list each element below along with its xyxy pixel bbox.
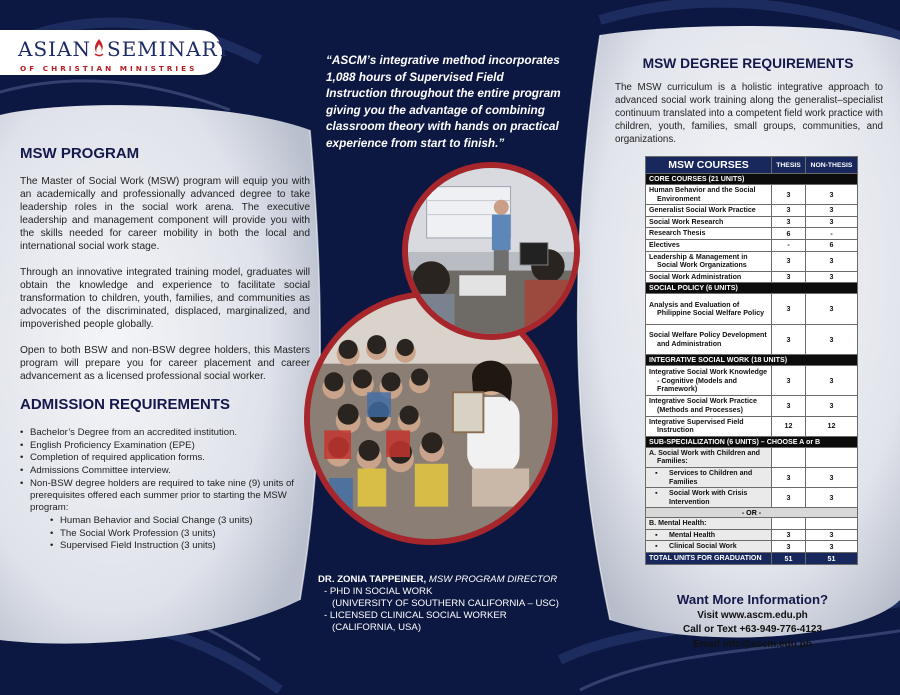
table-row	[646, 271, 858, 283]
msw-program-paragraph-3: Open to both BSW and non-BSW degree holders, this Masters program will prepare you for career placement and career advancement as a licensed professional social worker.	[20, 345, 310, 382]
website-line[interactable]: Visit www.ascm.edu.ph	[697, 610, 808, 621]
phone-line[interactable]: Call or Text +63-949-776-4123	[682, 624, 823, 636]
non-thesis-units: 6	[806, 239, 858, 251]
table-row	[646, 541, 858, 553]
more-info	[640, 592, 865, 652]
table-row-option-a	[646, 447, 858, 467]
thesis-units: 3	[772, 251, 806, 271]
course-name: Integrative Social Work Practice (Methods and Processes)	[646, 396, 772, 416]
director-credential: - PHD IN SOCIAL WORK	[324, 586, 433, 597]
admission-item: • Admissions Committee interview.	[20, 465, 310, 477]
table-row	[646, 228, 858, 240]
brand-logo	[0, 30, 232, 75]
admission-list	[20, 427, 310, 553]
brand-name	[18, 37, 231, 61]
table-row-option-b	[646, 518, 858, 530]
flame-icon	[92, 38, 106, 58]
course-name: Research Thesis	[646, 228, 772, 240]
total-thesis: 51	[772, 553, 806, 565]
email-line[interactable]: Email info@ascm.edu.ph	[693, 638, 812, 650]
non-thesis-units: 3	[806, 467, 858, 487]
or-separator: - OR -	[646, 508, 858, 518]
section-title: SOCIAL POLICY (6 UNITS)	[646, 283, 858, 294]
non-thesis-units: 3	[806, 366, 858, 396]
thesis-units: 3	[772, 467, 806, 487]
brand-subtitle: OF CHRISTIAN MINISTRIES	[20, 64, 198, 73]
course-name: Social Work Research	[646, 216, 772, 228]
non-thesis-units: -	[806, 228, 858, 240]
msw-program-title: MSW PROGRAM	[20, 145, 140, 162]
admission-item-prereq-text: Non-BSW degree holders are required to take nine (9) units of prerequisites offered each summer prior to starting the MSW program:	[30, 477, 294, 514]
msw-program-paragraph-1: The Master of Social Work (MSW) program will equip you with an academically and professionally advanced degree to take leadership roles in the social work arena. The executive leadership and management component will provide you with the skills needed for career mobility in both the local and international social work stage.	[20, 176, 310, 252]
director-name-line	[318, 574, 568, 586]
table-header-row	[646, 157, 858, 174]
table-row	[646, 185, 858, 205]
table-row	[646, 216, 858, 228]
option-a-label: A. Social Work with Children and Families:	[646, 447, 772, 467]
empty-cell	[772, 518, 806, 530]
table-row	[646, 205, 858, 217]
prerequisite-list	[50, 515, 310, 553]
table-row-or	[646, 508, 858, 518]
non-thesis-units: 3	[806, 294, 858, 325]
director-info	[318, 574, 568, 634]
classroom-photo	[402, 162, 580, 340]
course-name: Electives	[646, 239, 772, 251]
non-thesis-units: 3	[806, 271, 858, 283]
left-panel	[20, 145, 310, 553]
table-section-row	[646, 174, 858, 185]
prerequisite-item: • Supervised Field Instruction (3 units)	[50, 540, 310, 553]
admission-item: • Bachelor’s Degree from an accredited institution.	[20, 427, 310, 439]
prerequisite-item: • The Social Work Profession (3 units)	[50, 528, 310, 541]
option-a-course: ▪ Services to Children and Families	[649, 469, 768, 486]
thesis-units: 3	[772, 325, 806, 355]
empty-cell	[806, 447, 858, 467]
non-thesis-units: 3	[806, 541, 858, 553]
msw-program-paragraph-2: Through an innovative integrated training model, graduates will obtain the knowledge and experience to facilitate social transformation to children, youth, families, and communities as advocates of the discriminated, displaced, marginalized, and impoverished people globally.	[20, 267, 310, 330]
empty-cell	[772, 447, 806, 467]
more-info-title: Want More Information?	[676, 592, 829, 607]
table-row	[646, 325, 858, 355]
brand-name-part1: ASIAN	[18, 37, 91, 61]
non-thesis-units: 3	[806, 216, 858, 228]
course-name: Human Behavior and the Social Environment	[646, 185, 772, 205]
director-role: MSW PROGRAM DIRECTOR	[428, 574, 558, 585]
course-name: Social Welfare Policy Development and Administration	[646, 325, 772, 355]
table-total-row	[646, 553, 858, 565]
section-title: INTEGRATIVE SOCIAL WORK (18 UNITS)	[646, 355, 858, 366]
non-thesis-units: 3	[806, 325, 858, 355]
thesis-units: 3	[772, 185, 806, 205]
non-thesis-units: 3	[806, 396, 858, 416]
non-thesis-units: 3	[806, 185, 858, 205]
non-thesis-units: 3	[806, 251, 858, 271]
prerequisite-item: • Human Behavior and Social Change (3 units)	[50, 515, 310, 528]
thesis-units: 3	[772, 216, 806, 228]
thesis-units: 3	[772, 205, 806, 217]
director-credential-detail: (CALIFORNIA, USA)	[332, 622, 422, 633]
section-title: CORE COURSES (21 UNITS)	[646, 174, 858, 185]
non-thesis-units: 12	[806, 416, 858, 436]
thesis-units: -	[772, 239, 806, 251]
thesis-units: 3	[772, 488, 806, 508]
msw-courses-table	[645, 156, 858, 565]
course-name: Integrative Social Work Knowledge - Cognitive (Models and Framework)	[646, 366, 772, 396]
table-header-courses: MSW COURSES	[646, 157, 772, 174]
non-thesis-units: 3	[806, 205, 858, 217]
director-credential-detail: (UNIVERSITY OF SOUTHERN CALIFORNIA – USC)	[332, 598, 559, 609]
option-b-label: B. Mental Health:	[646, 518, 772, 530]
total-label: TOTAL UNITS FOR GRADUATION	[646, 553, 772, 565]
table-row	[646, 529, 858, 541]
course-name: Generalist Social Work Practice	[646, 205, 772, 217]
admission-item-prereq	[20, 478, 310, 553]
option-b-course: ▪ Clinical Social Work	[649, 542, 768, 551]
non-thesis-units: 3	[806, 488, 858, 508]
admission-item: • English Proficiency Examination (EPE)	[20, 440, 310, 452]
total-non-thesis: 51	[806, 553, 858, 565]
thesis-units: 3	[772, 271, 806, 283]
table-section-row	[646, 283, 858, 294]
admission-item: • Completion of required application forms.	[20, 452, 310, 464]
table-section-row	[646, 436, 858, 447]
course-name: Social Work Administration	[646, 271, 772, 283]
table-row	[646, 416, 858, 436]
empty-cell	[806, 518, 858, 530]
table-header-thesis: THESIS	[772, 157, 806, 174]
section-title: SUB-SPECIALIZATION (6 UNITS) – CHOOSE A or B	[646, 436, 858, 447]
table-row	[646, 467, 858, 487]
table-section-row	[646, 355, 858, 366]
director-credential: - LICENSED CLINICAL SOCIAL WORKER	[324, 610, 507, 621]
course-name: Leadership & Management in Social Work Organizations	[646, 251, 772, 271]
table-row	[646, 488, 858, 508]
table-row	[646, 251, 858, 271]
admission-title: ADMISSION REQUIREMENTS	[20, 396, 231, 413]
option-b-course: ▪ Mental Health	[649, 531, 768, 540]
option-a-course: ▪ Social Work with Crisis Intervention	[649, 489, 768, 506]
brand-name-part2: SEMINARY	[107, 37, 232, 61]
course-name: Integrative Supervised Field Instruction	[646, 416, 772, 436]
course-name: Analysis and Evaluation of Philippine Social Welfare Policy	[646, 294, 772, 325]
degree-requirements-intro: The MSW curriculum is a holistic integrative approach to advanced social work training along the generalist–specialist continuum translated into a competent field work practice with children, youth, families, small groups, communities, and organizations.	[615, 82, 883, 145]
table-row	[646, 396, 858, 416]
classroom-illustration	[408, 168, 574, 334]
thesis-units: 3	[772, 396, 806, 416]
thesis-units: 3	[772, 294, 806, 325]
program-quote: “ASCM’s integrative method incorporates 1,088 hours of Supervised Field Instruction throughout the entire program giving you the advantage of combining classroom theory with hands on practical experience from start to finish.”	[326, 53, 561, 150]
thesis-units: 3	[772, 529, 806, 541]
non-thesis-units: 3	[806, 529, 858, 541]
table-row	[646, 294, 858, 325]
thesis-units: 3	[772, 366, 806, 396]
thesis-units: 3	[772, 541, 806, 553]
thesis-units: 6	[772, 228, 806, 240]
table-row	[646, 239, 858, 251]
table-header-non-thesis: NON-THESIS	[806, 157, 858, 174]
thesis-units: 12	[772, 416, 806, 436]
director-name: DR. ZONIA TAPPEINER,	[318, 574, 427, 585]
degree-requirements-title: MSW DEGREE REQUIREMENTS	[642, 56, 854, 71]
table-row	[646, 366, 858, 396]
